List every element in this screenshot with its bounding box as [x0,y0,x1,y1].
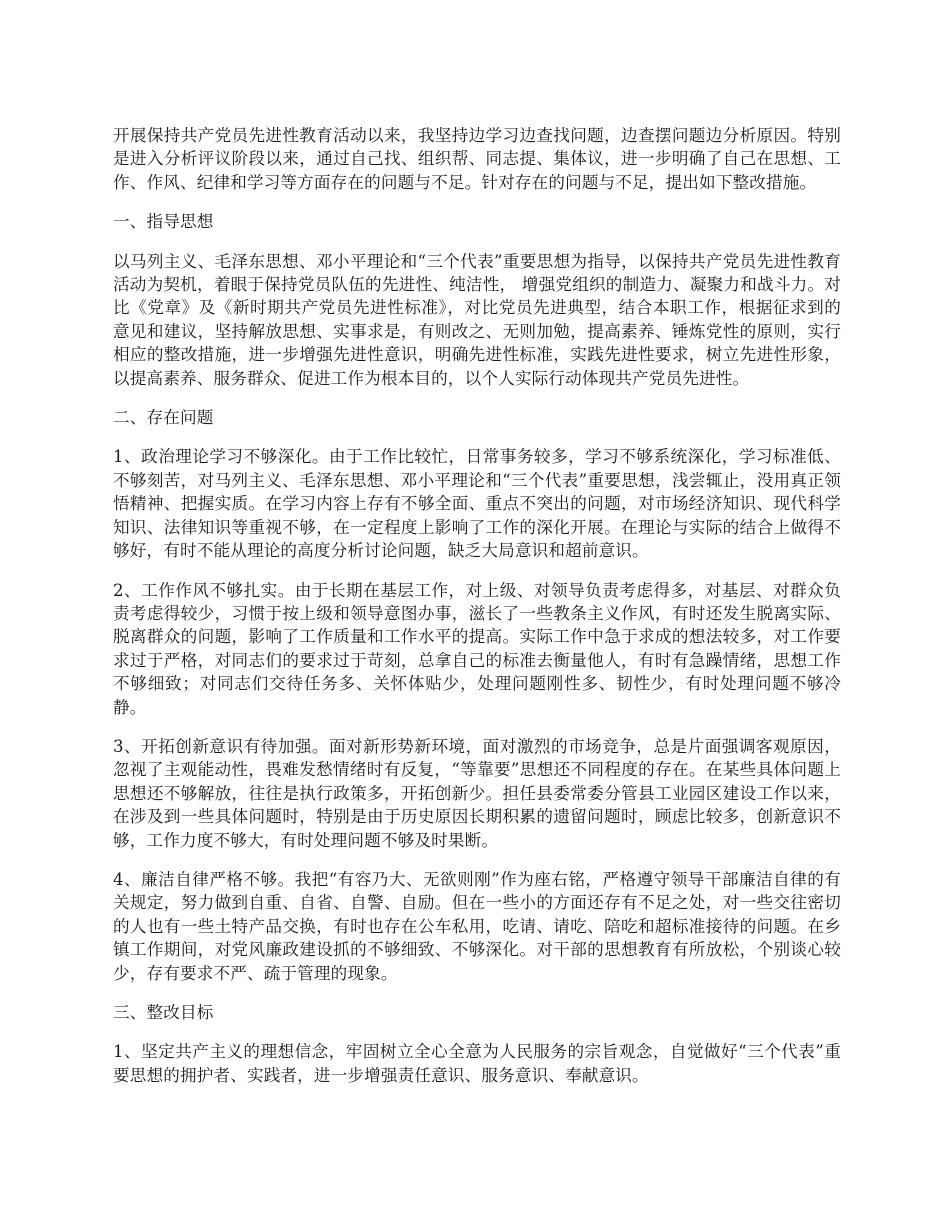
section-heading-rectification-goals: 三、整改目标 [113,1003,214,1022]
guiding-ideology-paragraph: 以马列主义、毛泽东思想、邓小平理论和“三个代表”重要思想为指导，以保持共产党员先进性教育活动为契机，着眼于保持党员队伍的先进性、纯洁性， 增强党组织的制造力、凝聚力和战斗力。对比《党章》及《新时期共产党员先进性标准》，对比党员先进典型，结合本职工作，根据征求到的意见和建议，坚持解放思想、实事求是，有则改之、无则加勉，提高素养、锤炼党性的原则，实行相应的整改措施，进一步增强先进性意识，明确先进性标准，实践先进性要求，树立先进性形象，以提高素养、服务群众、促进工作为根本目的，以个人实际行动体现共产党员先进性。 [113,251,841,388]
intro-paragraph: 开展保持共产党员先进性教育活动以来，我坚持边学习边查找问题，边查摆问题边分析原因。特别是进入分析评议阶段以来，通过自己找、组织帮、同志提、集体议，进一步明确了自己在思想、工作、作风、纪律和学习等方面存在的问题与不足。针对存在的问题与不足，提出如下整改措施。 [113,126,841,192]
section-heading-existing-problems: 二、存在问题 [113,408,214,428]
problem-paragraph-1: 1、政治理论学习不够深化。由于工作比较忙，日常事务较多，学习不够系统深化，学习标准低、不够刻苦，对马列主义、毛泽东思想、邓小平理论和“三个代表”重要思想，浅尝辄止，没用真正领悟精神、把握实质。在学习内容上存有不够全面、重点不突出的问题，对市场经济知识、现代科学知识、法律知识等重视不够，在一定程度上影响了工作的深化开展。在理论与实际的结合上做得不够好，有时不能从理论的高度分析讨论问题，缺乏大局意识和超前意识。 [113,447,841,561]
problem-paragraph-4: 4、廉洁自律严格不够。我把“有容乃大、无欲则刚”作为座右铭，严格遵守领导干部廉洁自律的有关规定，努力做到自重、自省、自警、自励。但在一些小的方面还存有不足之处，对一些交往密切的人也有一些土特产品交换，有时也存在公车私用，吃请、请吃、陪吃和超标准接待的问题。在乡镇工作期间，对党风廉政建设抓的不够细致、不够深化。对干部的思想教育有所放松，个别谈心较少，存有要求不严、疏于管理的现象。 [113,869,841,983]
problem-paragraph-2: 2、工作作风不够扎实。由于长期在基层工作，对上级、对领导负责考虑得多，对基层、对群众负责考虑得较少，习惯于按上级和领导意图办事，滋长了一些教条主义作风，有时还发生脱离实际、脱离群众的问题，影响了工作质量和工作水平的提高。实际工作中急于求成的想法较多，对工作要求过于严格，对同志们的要求过于苛刻，总拿自己的标准去衡量他人，有时有急躁情绪，思想工作不够细致；对同志们交待任务多、关怀体贴少，处理问题刚性多、韧性少，有时处理问题不够冷静。 [113,580,841,717]
section-heading-guiding-ideology: 一、指导思想 [113,212,214,232]
goal-paragraph-1: 1、坚定共产主义的理想信念，牢固树立全心全意为人民服务的宗旨观念，自觉做好“三个代表”重要思想的拥护者、实践者，进一步增强责任意识、服务意识、奉献意识。 [113,1042,841,1085]
document-body [113,124,841,1103]
problem-paragraph-3: 3、开拓创新意识有待加强。面对新形势新环境，面对激烈的市场竞争，总是片面强调客观原因，忽视了主观能动性，畏难发愁情绪时有反复，“等靠要”思想还不同程度的存在。在某些具体问题上思想还不够解放，往往是执行政策多，开拓创新少。担任县委常委分管县工业园区建设工作以来，在涉及到一些具体问题时，特别是由于历史原因长期积累的遗留问题时，顾虑比较多，创新意识不够，工作力度不够大，有时处理问题不够及时果断。 [113,736,841,850]
